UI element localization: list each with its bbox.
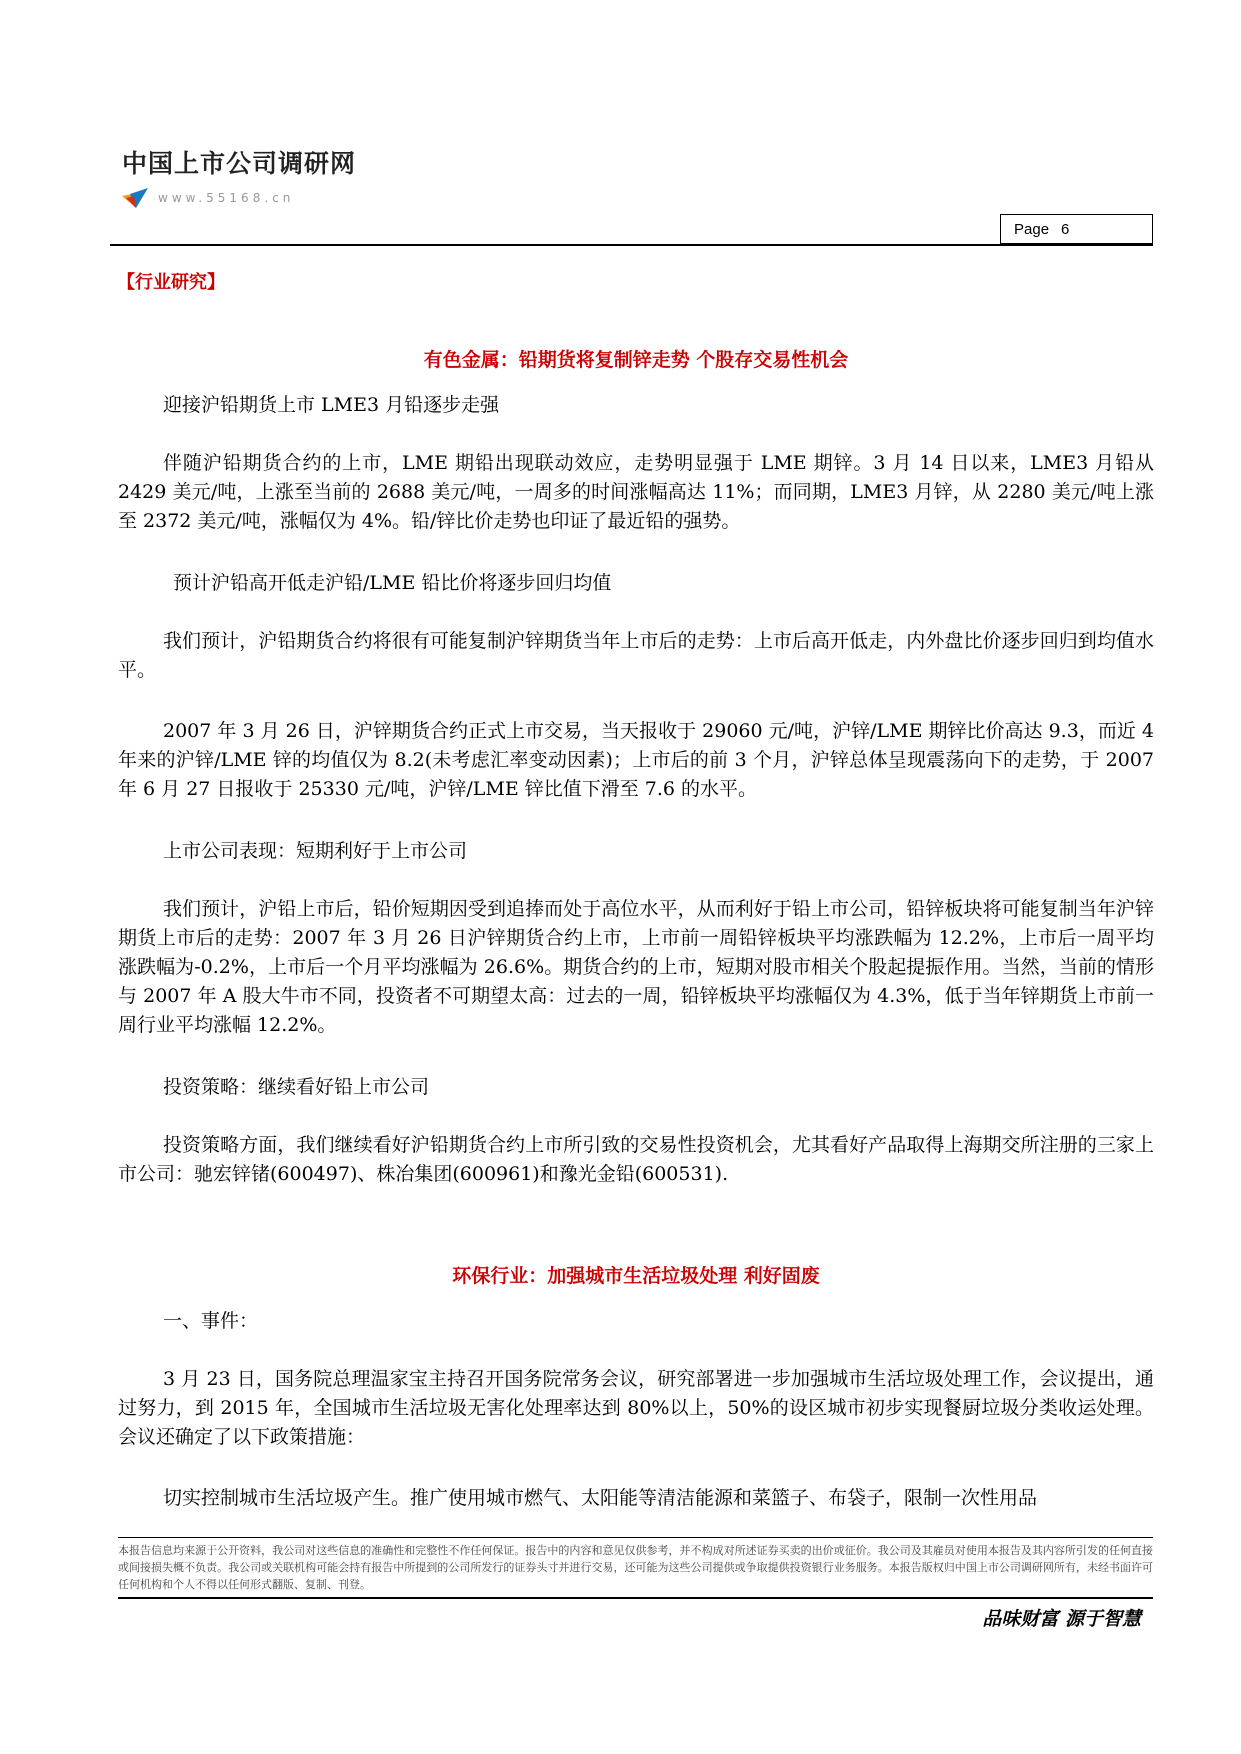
paragraph: 2007 年 3 月 26 日，沪锌期货合约正式上市交易，当天报收于 29060 元/吨，沪锌/LME 期锌比价高达 9.3，而近 4 年来的沪锌/LME 锌的均值仅为 8.2(未考虑汇率变动因素)；上市后的前 3 个月，沪锌总体呈现震荡向下的走势，于 2007 年 6 月 27 日报收于 25330 元/吨，沪锌/LME 锌比值下滑至 7.6 的水平。 <box>118 720 1154 800</box>
paragraph: 投资策略方面，我们继续看好沪铅期货合约上市所引致的交易性投资机会，尤其看好产品取得上海期交所注册的三家上市公司：驰宏锌锗(600497)、株冶集团(600961)和豫光金铅(600531). <box>118 1134 1154 1185</box>
report-body <box>118 345 1154 1545</box>
disclaimer: 本报告信息均来源于公开资料，我公司对这些信息的准确性和完整性不作任何保证。报告中的内容和意见仅供参考，并不构成对所述证券买卖的出价或征价。我公司及其雇员对使用本报告及其内容所引发的任何直接或间接损失概不负责。我公司或关联机构可能会持有报告中所提到的公司所发行的证券头寸并进行交易，还可能为这些公司提供或争取提供投资银行业务服务。本报告版权归中国上市公司调研网所有，未经书面许可任何机构和个人不得以任何形式翻版、复制、刊登。 <box>118 1544 1153 1591</box>
logo-mark-icon <box>122 188 148 208</box>
subheading: 迎接沪铅期货上市 LME3 月铅逐步走强 <box>163 394 500 416</box>
subheading: 投资策略：继续看好铅上市公司 <box>163 1076 430 1098</box>
section-tag: 【行业研究】 <box>117 272 225 293</box>
page-indicator <box>1000 214 1153 244</box>
article-title: 有色金属：铅期货将复制锌走势 个股存交易性机会 <box>423 349 849 371</box>
paragraph: 3 月 23 日，国务院总理温家宝主持召开国务院常务会议，研究部署进一步加强城市生活垃圾处理工作，会议提出，通过努力，到 2015 年，全国城市生活垃圾无害化处理率达到 80%以上，50%的设区城市初步实现餐厨垃圾分类收运处理。会议还确定了以下政策措施： <box>118 1368 1154 1448</box>
header-rule <box>110 244 1153 246</box>
page-number: 6 <box>1061 221 1070 238</box>
page-label: Page <box>1014 221 1050 238</box>
article-title: 环保行业：加强城市生活垃圾处理 利好固废 <box>452 1265 820 1287</box>
paragraph: 我们预计，沪铅上市后，铅价短期因受到追捧而处于高位水平，从而利好于铅上市公司，铅锌板块将可能复制当年沪锌期货上市后的走势：2007 年 3 月 26 日沪锌期货合约上市，上市前一周铅锌板块平均涨跌幅为 12.2%，上市后一周平均涨跌幅为-0.2%，上市后一个月平均涨幅为 26.6%。期货合约的上市，短期对股市相关个股起提振作用。当然，当前的情形与 2007 年 A 股大牛市不同，投资者不可期望太高：过去的一周，铅锌板块平均涨幅仅为 4.3%，低于当年锌期货上市前一周行业平均涨幅 12.2%。 <box>118 898 1154 1036</box>
footer-rule <box>118 1537 1153 1538</box>
paragraph: 伴随沪铅期货合约的上市，LME 期铅出现联动效应，走势明显强于 LME 期锌。3 月 14 日以来，LME3 月铅从 2429 美元/吨，上涨至当前的 2688 美元/吨，一周多的时间涨幅高达 11%；而同期，LME3 月锌，从 2280 美元/吨上涨至 2372 美元/吨，涨幅仅为 4%。铅/锌比价走势也印证了最近铅的强势。 <box>118 452 1154 532</box>
logo-url: www.55168.cn <box>158 191 295 205</box>
paragraph: 我们预计，沪铅期货合约将很有可能复制沪锌期货当年上市后的走势：上市后高开低走，内外盘比价逐步回归到均值水平。 <box>118 630 1154 681</box>
subheading: 一、事件： <box>163 1310 259 1332</box>
subheading: 上市公司表现：短期利好于上市公司 <box>163 840 468 862</box>
footer-rule-bottom <box>118 1597 1153 1599</box>
subheading: 预计沪铅高开低走沪铅/LME 铅比价将逐步回归均值 <box>173 572 612 594</box>
slogan: 品味财富 源于智慧 <box>982 1608 1141 1630</box>
site-logo <box>122 144 356 208</box>
paragraph: 切实控制城市生活垃圾产生。推广使用城市燃气、太阳能等清洁能源和菜篮子、布袋子，限制一次性用品 <box>163 1487 1038 1509</box>
logo-title: 中国上市公司调研网 <box>122 149 357 178</box>
